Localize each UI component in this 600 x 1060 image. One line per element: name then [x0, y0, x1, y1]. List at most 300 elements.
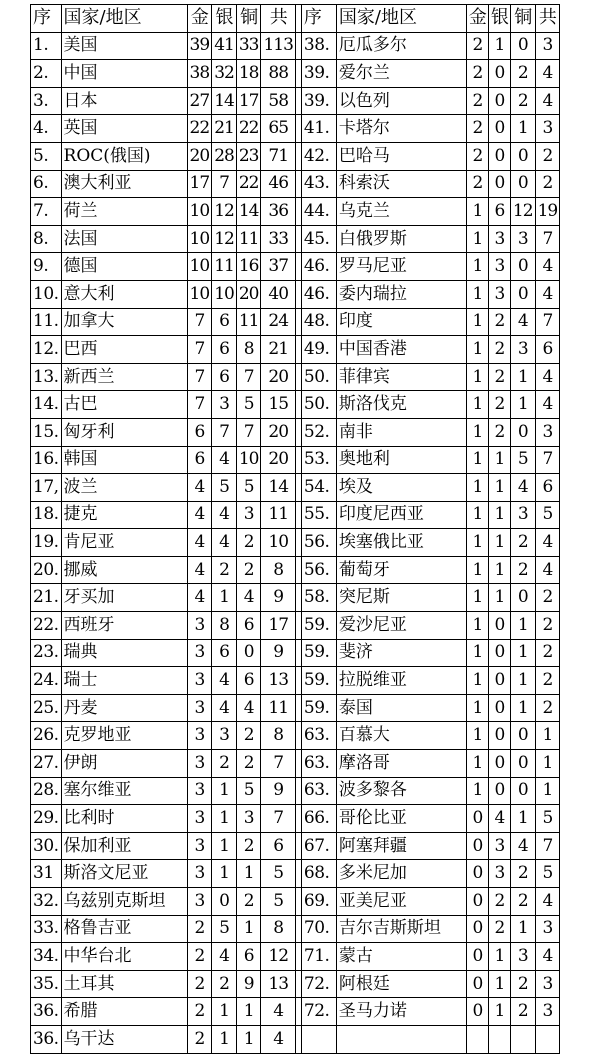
gold-cell: 0 — [466, 943, 488, 971]
rank-cell: 30. — [31, 832, 62, 860]
country-cell: 亚美尼亚 — [336, 888, 466, 916]
total-cell: 37 — [261, 253, 295, 281]
country-cell: 加拿大 — [61, 308, 187, 336]
silver-cell: 0 — [488, 722, 510, 750]
country-cell: 吉尔吉斯斯坦 — [336, 915, 466, 943]
country-cell: 澳大利亚 — [61, 170, 187, 198]
bronze-cell: 0 — [510, 142, 535, 170]
rank-cell: 72. — [301, 970, 336, 998]
country-cell: 埃及 — [336, 474, 466, 502]
gold-cell: 1 — [466, 584, 488, 612]
country-cell: 阿塞拜疆 — [336, 832, 466, 860]
country-cell: 格鲁吉亚 — [61, 915, 187, 943]
gold-cell: 1 — [466, 750, 488, 778]
silver-cell: 2 — [488, 363, 510, 391]
silver-cell: 0 — [488, 777, 510, 805]
gold-cell: 0 — [466, 998, 488, 1026]
gold-cell: 1 — [466, 529, 488, 557]
rank-cell: 19. — [31, 529, 62, 557]
country-cell: 丹麦 — [61, 694, 187, 722]
bronze-cell: 1 — [510, 612, 535, 640]
silver-cell: 1 — [488, 529, 510, 557]
total-cell: 9 — [261, 639, 295, 667]
silver-cell: 7 — [212, 170, 237, 198]
rank-cell: 38. — [301, 32, 336, 60]
silver-cell: 3 — [488, 225, 510, 253]
rank-cell: 31 — [31, 860, 62, 888]
bronze-cell: 2 — [510, 998, 535, 1026]
silver-cell: 1 — [212, 777, 237, 805]
silver-cell: 4 — [212, 667, 237, 695]
bronze-cell: 1 — [510, 915, 535, 943]
table-row — [31, 943, 560, 971]
table-row — [31, 198, 560, 226]
rank-cell: 53. — [301, 446, 336, 474]
total-cell: 40 — [261, 280, 295, 308]
gold-cell — [466, 1025, 488, 1053]
gold-cell: 3 — [187, 888, 212, 916]
rank-cell: 6. — [31, 170, 62, 198]
table-row — [31, 142, 560, 170]
gold-cell: 2 — [466, 115, 488, 143]
bronze-cell: 7 — [236, 363, 261, 391]
country-cell: 新西兰 — [61, 363, 187, 391]
bronze-cell: 2 — [236, 722, 261, 750]
country-cell: 埃塞俄比亚 — [336, 529, 466, 557]
rank-cell: 34. — [31, 943, 62, 971]
rank-cell: 12. — [31, 336, 62, 364]
gold-cell: 20 — [187, 142, 212, 170]
silver-cell: 1 — [212, 1025, 237, 1053]
gold-cell: 1 — [466, 639, 488, 667]
rank-cell: 63. — [301, 750, 336, 778]
rank-cell: 13. — [31, 363, 62, 391]
country-cell: 斯洛文尼亚 — [61, 860, 187, 888]
header-bronze: 铜 — [510, 5, 535, 33]
country-cell: 德国 — [61, 253, 187, 281]
country-cell: 卡塔尔 — [336, 115, 466, 143]
bronze-cell: 0 — [510, 777, 535, 805]
silver-cell: 1 — [488, 501, 510, 529]
silver-cell: 11 — [212, 253, 237, 281]
rank-cell: 68. — [301, 860, 336, 888]
total-cell: 2 — [535, 170, 560, 198]
silver-cell: 0 — [488, 694, 510, 722]
bronze-cell: 6 — [236, 667, 261, 695]
rank-cell: 54. — [301, 474, 336, 502]
gold-cell: 10 — [187, 225, 212, 253]
silver-cell: 2 — [488, 308, 510, 336]
bronze-cell: 22 — [236, 115, 261, 143]
total-cell: 3 — [535, 32, 560, 60]
country-cell: 哥伦比亚 — [336, 805, 466, 833]
total-cell: 36 — [261, 198, 295, 226]
country-cell: 瑞典 — [61, 639, 187, 667]
country-cell: 巴西 — [61, 336, 187, 364]
bronze-cell: 1 — [236, 1025, 261, 1053]
gold-cell: 1 — [466, 501, 488, 529]
silver-cell: 3 — [488, 253, 510, 281]
total-cell: 4 — [535, 391, 560, 419]
table-row — [31, 115, 560, 143]
gold-cell: 3 — [187, 805, 212, 833]
country-cell: 白俄罗斯 — [336, 225, 466, 253]
table-row — [31, 750, 560, 778]
gold-cell: 1 — [466, 225, 488, 253]
rank-cell: 69. — [301, 888, 336, 916]
total-cell: 4 — [535, 87, 560, 115]
bronze-cell: 12 — [510, 198, 535, 226]
silver-cell: 4 — [488, 805, 510, 833]
silver-cell: 5 — [212, 915, 237, 943]
bronze-cell: 2 — [236, 832, 261, 860]
country-cell: 希腊 — [61, 998, 187, 1026]
country-cell: 匈牙利 — [61, 418, 187, 446]
rank-cell: 18. — [31, 501, 62, 529]
total-cell: 6 — [261, 832, 295, 860]
rank-cell: 25. — [31, 694, 62, 722]
country-cell: 委内瑞拉 — [336, 280, 466, 308]
country-cell: 葡萄牙 — [336, 556, 466, 584]
country-cell: 泰国 — [336, 694, 466, 722]
silver-cell: 3 — [488, 860, 510, 888]
total-cell: 5 — [535, 805, 560, 833]
total-cell: 11 — [261, 694, 295, 722]
silver-cell: 5 — [212, 474, 237, 502]
header-row — [31, 5, 560, 33]
silver-cell: 0 — [488, 612, 510, 640]
header-gold: 金 — [466, 5, 488, 33]
gold-cell: 1 — [466, 446, 488, 474]
gold-cell: 0 — [466, 832, 488, 860]
total-cell: 24 — [261, 308, 295, 336]
total-cell: 7 — [261, 750, 295, 778]
bronze-cell: 2 — [510, 556, 535, 584]
gold-cell: 2 — [187, 943, 212, 971]
silver-cell: 12 — [212, 225, 237, 253]
total-cell: 4 — [535, 888, 560, 916]
country-cell: 圣马力诺 — [336, 998, 466, 1026]
silver-cell: 12 — [212, 198, 237, 226]
total-cell: 17 — [261, 612, 295, 640]
rank-cell: 11. — [31, 308, 62, 336]
bronze-cell: 2 — [510, 87, 535, 115]
rank-cell: 17, — [31, 474, 62, 502]
country-cell: 乌干达 — [61, 1025, 187, 1053]
country-cell: 意大利 — [61, 280, 187, 308]
rank-cell: 36. — [31, 1025, 62, 1053]
gold-cell: 0 — [466, 970, 488, 998]
gold-cell: 1 — [466, 474, 488, 502]
silver-cell: 1 — [488, 970, 510, 998]
silver-cell: 21 — [212, 115, 237, 143]
rank-cell: 56. — [301, 556, 336, 584]
total-cell: 71 — [261, 142, 295, 170]
silver-cell: 6 — [212, 336, 237, 364]
silver-cell: 2 — [212, 556, 237, 584]
header-silver: 银 — [212, 5, 237, 33]
silver-cell: 0 — [488, 667, 510, 695]
total-cell: 4 — [535, 943, 560, 971]
gold-cell: 1 — [466, 391, 488, 419]
country-cell: 印度 — [336, 308, 466, 336]
rank-cell: 39. — [301, 60, 336, 88]
total-cell: 4 — [535, 556, 560, 584]
gold-cell: 3 — [187, 722, 212, 750]
silver-cell: 1 — [488, 998, 510, 1026]
rank-cell: 24. — [31, 667, 62, 695]
gold-cell: 1 — [466, 612, 488, 640]
total-cell: 2 — [535, 694, 560, 722]
bronze-cell: 5 — [236, 777, 261, 805]
table-row — [31, 336, 560, 364]
rank-cell: 50. — [301, 363, 336, 391]
total-cell: 2 — [535, 667, 560, 695]
total-cell: 19 — [535, 198, 560, 226]
total-cell: 12 — [261, 943, 295, 971]
total-cell: 65 — [261, 115, 295, 143]
rank-cell: 10. — [31, 280, 62, 308]
table-row — [31, 888, 560, 916]
gold-cell: 27 — [187, 87, 212, 115]
silver-cell: 1 — [488, 446, 510, 474]
gold-cell: 3 — [187, 612, 212, 640]
total-cell: 6 — [535, 474, 560, 502]
table-row — [31, 1025, 560, 1053]
gold-cell: 1 — [466, 253, 488, 281]
bronze-cell: 4 — [510, 832, 535, 860]
gold-cell: 7 — [187, 308, 212, 336]
rank-cell: 49. — [301, 336, 336, 364]
silver-cell: 2 — [488, 915, 510, 943]
bronze-cell: 6 — [236, 612, 261, 640]
total-cell: 1 — [535, 777, 560, 805]
rank-cell: 59. — [301, 612, 336, 640]
rank-cell: 48. — [301, 308, 336, 336]
rank-cell: 50. — [301, 391, 336, 419]
table-row — [31, 860, 560, 888]
silver-cell: 3 — [212, 722, 237, 750]
rank-cell: 59. — [301, 694, 336, 722]
silver-cell: 41 — [212, 32, 237, 60]
table-row — [31, 446, 560, 474]
silver-cell: 0 — [488, 639, 510, 667]
table-row — [31, 501, 560, 529]
country-cell: ROC(俄国) — [61, 142, 187, 170]
bronze-cell: 3 — [510, 336, 535, 364]
silver-cell: 14 — [212, 87, 237, 115]
medal-table-container — [30, 4, 560, 1054]
rank-cell: 72. — [301, 998, 336, 1026]
total-cell: 2 — [535, 639, 560, 667]
bronze-cell: 2 — [236, 556, 261, 584]
table-row — [31, 529, 560, 557]
country-cell: 以色列 — [336, 87, 466, 115]
rank-cell: 14. — [31, 391, 62, 419]
total-cell: 33 — [261, 225, 295, 253]
table-row — [31, 474, 560, 502]
silver-cell: 1 — [212, 998, 237, 1026]
rank-cell: 20. — [31, 556, 62, 584]
total-cell: 8 — [261, 915, 295, 943]
gold-cell: 0 — [466, 915, 488, 943]
rank-cell: 71. — [301, 943, 336, 971]
bronze-cell — [510, 1025, 535, 1053]
rank-cell: 4. — [31, 115, 62, 143]
rank-cell: 46. — [301, 253, 336, 281]
rank-cell: 63. — [301, 722, 336, 750]
country-cell: 韩国 — [61, 446, 187, 474]
country-cell: 中华台北 — [61, 943, 187, 971]
total-cell: 3 — [535, 915, 560, 943]
bronze-cell: 1 — [236, 915, 261, 943]
bronze-cell: 1 — [510, 363, 535, 391]
silver-cell: 2 — [488, 391, 510, 419]
silver-cell: 4 — [212, 501, 237, 529]
gold-cell: 1 — [466, 418, 488, 446]
gold-cell: 1 — [466, 363, 488, 391]
gold-cell: 3 — [187, 750, 212, 778]
rank-cell: 46. — [301, 280, 336, 308]
country-cell: 罗马尼亚 — [336, 253, 466, 281]
table-row — [31, 639, 560, 667]
silver-cell: 3 — [488, 832, 510, 860]
country-cell: 挪威 — [61, 556, 187, 584]
total-cell: 21 — [261, 336, 295, 364]
country-cell: 西班牙 — [61, 612, 187, 640]
bronze-cell: 9 — [236, 970, 261, 998]
bronze-cell: 1 — [510, 639, 535, 667]
silver-cell: 6 — [488, 198, 510, 226]
rank-cell: 5. — [31, 142, 62, 170]
bronze-cell: 2 — [236, 750, 261, 778]
country-cell: 中国香港 — [336, 336, 466, 364]
silver-cell: 2 — [212, 970, 237, 998]
country-cell: 厄瓜多尔 — [336, 32, 466, 60]
silver-cell: 2 — [488, 888, 510, 916]
gold-cell: 1 — [466, 308, 488, 336]
country-cell: 保加利亚 — [61, 832, 187, 860]
country-cell: 菲律宾 — [336, 363, 466, 391]
table-row — [31, 694, 560, 722]
bronze-cell: 3 — [236, 805, 261, 833]
silver-cell: 4 — [212, 529, 237, 557]
medal-table — [30, 4, 560, 1054]
bronze-cell: 0 — [510, 170, 535, 198]
bronze-cell: 0 — [510, 750, 535, 778]
gold-cell: 1 — [466, 556, 488, 584]
bronze-cell: 18 — [236, 60, 261, 88]
gold-cell: 2 — [466, 32, 488, 60]
silver-cell: 32 — [212, 60, 237, 88]
silver-cell: 2 — [488, 418, 510, 446]
total-cell: 13 — [261, 970, 295, 998]
bronze-cell: 0 — [510, 418, 535, 446]
gold-cell: 6 — [187, 446, 212, 474]
country-cell: 古巴 — [61, 391, 187, 419]
bronze-cell: 0 — [510, 584, 535, 612]
table-row — [31, 253, 560, 281]
country-cell: 乌兹别克斯坦 — [61, 888, 187, 916]
table-row — [31, 418, 560, 446]
total-cell: 3 — [535, 970, 560, 998]
total-cell: 7 — [535, 832, 560, 860]
bronze-cell: 2 — [510, 888, 535, 916]
table-row — [31, 970, 560, 998]
total-cell — [535, 1025, 560, 1053]
silver-cell — [488, 1025, 510, 1053]
total-cell: 2 — [535, 142, 560, 170]
bronze-cell: 22 — [236, 170, 261, 198]
bronze-cell: 5 — [236, 391, 261, 419]
table-row — [31, 363, 560, 391]
silver-cell: 8 — [212, 612, 237, 640]
bronze-cell: 1 — [510, 115, 535, 143]
bronze-cell: 6 — [236, 943, 261, 971]
header-total: 共 — [535, 5, 560, 33]
total-cell: 3 — [535, 998, 560, 1026]
country-cell: 斯洛伐克 — [336, 391, 466, 419]
bronze-cell: 1 — [510, 667, 535, 695]
total-cell: 13 — [261, 667, 295, 695]
bronze-cell: 2 — [510, 60, 535, 88]
gold-cell: 2 — [466, 170, 488, 198]
bronze-cell: 20 — [236, 280, 261, 308]
country-cell: 英国 — [61, 115, 187, 143]
gold-cell: 7 — [187, 336, 212, 364]
gold-cell: 0 — [466, 888, 488, 916]
country-cell: 蒙古 — [336, 943, 466, 971]
bronze-cell: 2 — [236, 888, 261, 916]
total-cell: 58 — [261, 87, 295, 115]
gold-cell: 38 — [187, 60, 212, 88]
gold-cell: 3 — [187, 694, 212, 722]
table-row — [31, 391, 560, 419]
bronze-cell: 5 — [510, 446, 535, 474]
total-cell: 4 — [535, 529, 560, 557]
rank-cell: 8. — [31, 225, 62, 253]
silver-cell: 0 — [488, 115, 510, 143]
rank-cell: 29. — [31, 805, 62, 833]
gold-cell: 2 — [187, 970, 212, 998]
country-cell: 塞尔维亚 — [61, 777, 187, 805]
silver-cell: 0 — [488, 170, 510, 198]
rank-cell: 58. — [301, 584, 336, 612]
bronze-cell: 11 — [236, 308, 261, 336]
rank-cell: 43. — [301, 170, 336, 198]
total-cell: 7 — [535, 446, 560, 474]
silver-cell: 0 — [488, 87, 510, 115]
header-rank: 序 — [301, 5, 336, 33]
total-cell: 4 — [261, 998, 295, 1026]
gold-cell: 1 — [466, 722, 488, 750]
table-row — [31, 32, 560, 60]
table-row — [31, 308, 560, 336]
silver-cell: 1 — [488, 943, 510, 971]
table-row — [31, 998, 560, 1026]
bronze-cell: 5 — [236, 474, 261, 502]
bronze-cell: 17 — [236, 87, 261, 115]
total-cell: 15 — [261, 391, 295, 419]
bronze-cell: 33 — [236, 32, 261, 60]
gold-cell: 4 — [187, 474, 212, 502]
rank-cell: 9. — [31, 253, 62, 281]
table-row — [31, 777, 560, 805]
rank-cell: 39. — [301, 87, 336, 115]
total-cell: 7 — [535, 308, 560, 336]
rank-cell: 42. — [301, 142, 336, 170]
total-cell: 14 — [261, 474, 295, 502]
